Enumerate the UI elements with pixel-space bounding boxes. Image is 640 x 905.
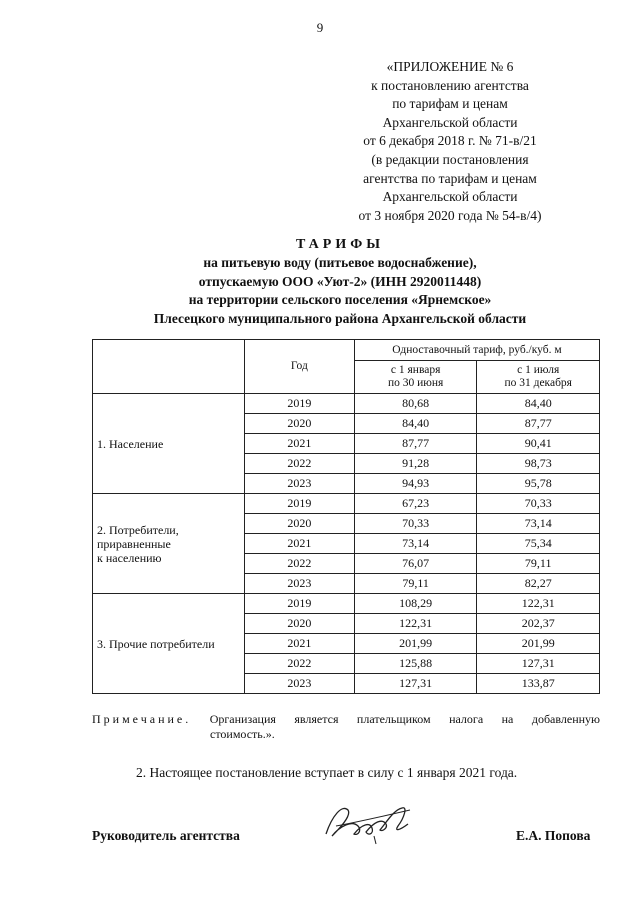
tariff-table bbox=[92, 339, 600, 694]
appendix-line: Архангельской области bbox=[382, 114, 518, 130]
appendix-line: от 3 ноября 2020 года № 54-в/4) bbox=[358, 207, 542, 223]
tariff-h2-cell: 84,40 bbox=[477, 394, 600, 414]
table-row bbox=[93, 594, 600, 614]
handwritten-signature bbox=[318, 796, 418, 848]
year-cell: 2021 bbox=[244, 634, 354, 654]
note-line-1 bbox=[92, 712, 600, 727]
year-cell: 2022 bbox=[244, 454, 354, 474]
appendix-line: (в редакции постановления bbox=[371, 151, 529, 167]
tariff-h1-cell: 70,33 bbox=[354, 514, 477, 534]
table-header-row bbox=[93, 340, 600, 361]
tariff-h1-cell: 108,29 bbox=[354, 594, 477, 614]
year-cell: 2019 bbox=[244, 494, 354, 514]
tariff-h1-cell: 76,07 bbox=[354, 554, 477, 574]
title-line-2: отпускаемую ООО «Уют-2» (ИНН 2920011448) bbox=[198, 273, 482, 289]
tariff-h2-cell: 202,37 bbox=[477, 614, 600, 634]
consumer-group-cell bbox=[93, 394, 245, 494]
consumer-group-label: 1. Население bbox=[97, 436, 164, 451]
tariff-h1-cell: 201,99 bbox=[354, 634, 477, 654]
appendix-line: «ПРИЛОЖЕНИЕ № 6 bbox=[386, 59, 514, 74]
tariff-h2-cell: 133,87 bbox=[477, 674, 600, 694]
title-line-1: на питьевую воду (питьевое водоснабжение), bbox=[203, 255, 477, 271]
note bbox=[92, 712, 600, 742]
signer-role: Руководитель агентства bbox=[92, 828, 240, 843]
signer-name: Е.А. Попова bbox=[516, 828, 591, 843]
year-cell: 2022 bbox=[244, 554, 354, 574]
year-cell: 2020 bbox=[244, 614, 354, 634]
tariff-h2-cell: 82,27 bbox=[477, 574, 600, 594]
year-cell: 2021 bbox=[244, 534, 354, 554]
title-line-3: на территории сельского поселения «Ярнемское» bbox=[188, 292, 492, 308]
tariff-h1-cell: 67,23 bbox=[354, 494, 477, 514]
tariff-h2-cell: 122,31 bbox=[477, 594, 600, 614]
note-text-2: стоимость.». bbox=[210, 727, 275, 741]
period-2-header bbox=[477, 361, 600, 394]
appendix-line: от 6 декабря 2018 г. № 71-в/21 bbox=[363, 133, 537, 149]
year-cell: 2022 bbox=[244, 654, 354, 674]
consumer-group-cell bbox=[93, 494, 245, 594]
year-cell: 2023 bbox=[244, 674, 354, 694]
tariff-h1-cell: 73,14 bbox=[354, 534, 477, 554]
appendix-header bbox=[330, 58, 570, 225]
appendix-line: по тарифам и ценам bbox=[392, 96, 508, 112]
table-row bbox=[93, 394, 600, 414]
group-header-cell bbox=[93, 340, 245, 394]
year-cell: 2020 bbox=[244, 414, 354, 434]
tariff-h1-cell: 125,88 bbox=[354, 654, 477, 674]
note-text-1: Организация является плательщиком налога на добавленную bbox=[209, 712, 601, 726]
tariff-h2-cell: 90,41 bbox=[477, 434, 600, 454]
tariff-h1-cell: 91,28 bbox=[354, 454, 477, 474]
period-1-line-1: с 1 января bbox=[390, 364, 441, 376]
period-1-header bbox=[354, 361, 477, 394]
year-cell: 2020 bbox=[244, 514, 354, 534]
appendix-line: Архангельской области bbox=[382, 189, 518, 205]
tariff-h1-cell: 84,40 bbox=[354, 414, 477, 434]
tariff-h1-cell: 94,93 bbox=[354, 474, 477, 494]
tariff-h1-cell: 87,77 bbox=[354, 434, 477, 454]
year-cell: 2019 bbox=[244, 594, 354, 614]
tariff-h2-cell: 98,73 bbox=[477, 454, 600, 474]
tariff-h1-cell: 80,68 bbox=[354, 394, 477, 414]
tariff-h2-cell: 201,99 bbox=[477, 634, 600, 654]
tariff-h2-cell: 75,34 bbox=[477, 534, 600, 554]
year-cell: 2023 bbox=[244, 474, 354, 494]
consumer-group-label: 2. Потребители, bbox=[97, 522, 179, 537]
year-cell: 2019 bbox=[244, 394, 354, 414]
tariff-h2-cell: 95,78 bbox=[477, 474, 600, 494]
page-number: 9 bbox=[316, 20, 324, 35]
tariff-h1-cell: 79,11 bbox=[354, 574, 477, 594]
consumer-group-label: к населению bbox=[97, 550, 162, 565]
tariff-h2-cell: 70,33 bbox=[477, 494, 600, 514]
year-header: Год bbox=[244, 340, 354, 394]
title-main: ТАРИФЫ bbox=[296, 237, 384, 252]
consumer-group-label: приравненные bbox=[97, 536, 171, 551]
tariff-h1-cell: 122,31 bbox=[354, 614, 477, 634]
year-cell: 2023 bbox=[244, 574, 354, 594]
effective-date-clause: 2. Настоящее постановление вступает в силу с 1 января 2021 года. bbox=[136, 765, 518, 780]
tariff-h2-cell: 73,14 bbox=[477, 514, 600, 534]
table-row bbox=[93, 494, 600, 514]
tariff-h1-cell: 127,31 bbox=[354, 674, 477, 694]
period-2-line-2: по 31 декабря bbox=[504, 377, 572, 389]
tariff-header: Одноставочный тариф, руб./куб. м bbox=[354, 340, 599, 361]
tariff-h2-cell: 79,11 bbox=[477, 554, 600, 574]
consumer-group-label: 3. Прочие потребители bbox=[97, 636, 215, 651]
title-line-4: Плесецкого муниципального района Архангельской области bbox=[153, 310, 527, 326]
document-title bbox=[60, 236, 620, 328]
consumer-group-cell bbox=[93, 594, 245, 694]
tariff-h2-cell: 87,77 bbox=[477, 414, 600, 434]
period-2-line-1: с 1 июля bbox=[517, 364, 560, 376]
appendix-line: к постановлению агентства bbox=[371, 77, 529, 93]
tariff-h2-cell: 127,31 bbox=[477, 654, 600, 674]
period-1-line-2: по 30 июня bbox=[387, 377, 444, 389]
appendix-line: агентства по тарифам и ценам bbox=[363, 170, 537, 186]
year-cell: 2021 bbox=[244, 434, 354, 454]
note-label: Примечание. bbox=[92, 712, 192, 726]
